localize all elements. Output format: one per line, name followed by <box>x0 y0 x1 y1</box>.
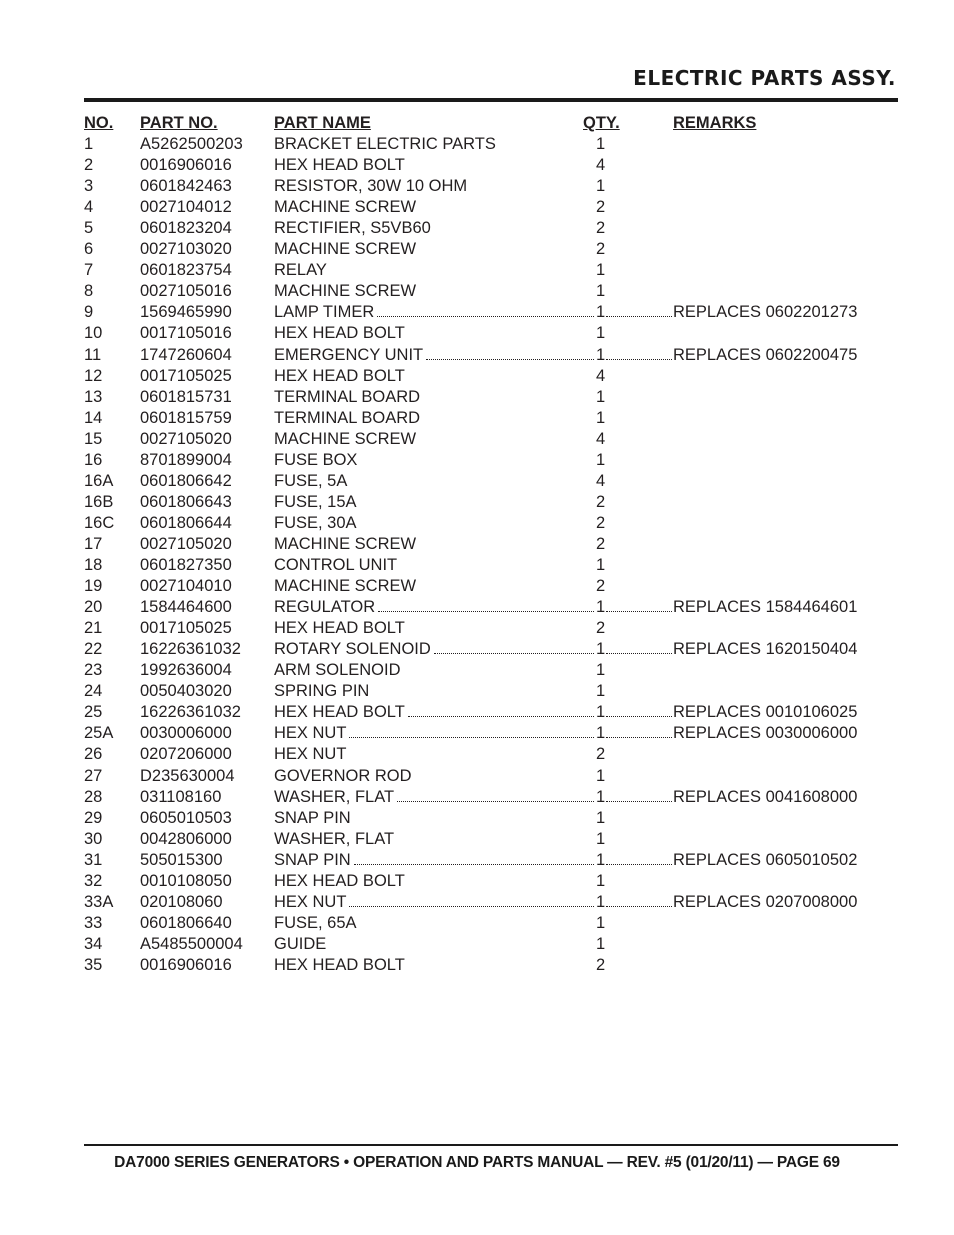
table-row <box>84 471 874 492</box>
row-part-name: RECTIFIER, S5VB60 <box>274 219 431 238</box>
row-part-no: 0601815731 <box>140 387 232 406</box>
row-qty: 1 <box>596 387 606 406</box>
table-row <box>84 134 874 155</box>
row-no: 9 <box>84 303 94 322</box>
row-part-name: FUSE, 30A <box>274 513 357 532</box>
row-remarks: REPLACES 0010106025 <box>673 703 858 722</box>
row-qty: 1 <box>596 892 606 911</box>
row-part-name: HEX NUT <box>274 892 347 911</box>
row-part-no: 0016906016 <box>140 156 232 175</box>
row-part-no: 0010108050 <box>140 871 232 890</box>
row-part-no: 0601806644 <box>140 513 232 532</box>
row-qty: 2 <box>596 198 606 217</box>
row-remarks: REPLACES 0602201273 <box>673 303 858 322</box>
row-part-no: 0027103020 <box>140 240 232 259</box>
row-part-name: EMERGENCY UNIT <box>274 345 424 364</box>
table-row <box>84 913 874 934</box>
row-part-no: 1569465990 <box>140 303 232 322</box>
row-qty: 1 <box>596 682 606 701</box>
row-part-name: FUSE BOX <box>274 450 358 469</box>
row-qty: 1 <box>596 913 606 932</box>
row-no: 25A <box>84 724 114 743</box>
table-row <box>84 892 874 913</box>
row-part-name: HEX HEAD BOLT <box>274 156 405 175</box>
leader-dots <box>606 864 672 865</box>
row-part-name: GUIDE <box>274 934 327 953</box>
table-row <box>84 429 874 450</box>
row-part-no: 0017105025 <box>140 366 232 385</box>
row-part-name: SPRING PIN <box>274 682 370 701</box>
row-no: 10 <box>84 324 103 343</box>
row-qty: 4 <box>596 156 606 175</box>
row-no: 13 <box>84 387 103 406</box>
table-row <box>84 260 874 281</box>
row-remarks: REPLACES 0041608000 <box>673 787 858 806</box>
row-no: 1 <box>84 135 94 153</box>
row-no: 33A <box>84 892 114 911</box>
table-row <box>84 302 874 323</box>
row-part-no: 0042806000 <box>140 829 232 848</box>
row-part-name: MACHINE SCREW <box>274 534 417 553</box>
row-no: 34 <box>84 934 103 953</box>
table-row <box>84 850 874 871</box>
leader-dots <box>349 906 594 907</box>
row-part-name: SNAP PIN <box>274 808 351 827</box>
table-row <box>84 576 874 597</box>
row-no: 32 <box>84 871 103 890</box>
table-row <box>84 681 874 702</box>
table-row <box>84 345 874 366</box>
leader-dots <box>606 737 672 738</box>
row-part-name: RESISTOR, 30W 10 OHM <box>274 177 468 196</box>
leader-dots <box>606 316 672 317</box>
table-row <box>84 787 874 808</box>
row-qty: 1 <box>596 703 606 722</box>
row-part-name: FUSE, 5A <box>274 471 348 490</box>
table-row <box>84 934 874 955</box>
row-no: 14 <box>84 408 103 427</box>
row-part-no: 0017105025 <box>140 619 232 638</box>
row-part-no: 16226361032 <box>140 703 241 722</box>
row-qty: 1 <box>596 303 606 322</box>
row-qty: 2 <box>596 513 606 532</box>
leader-dots <box>606 801 672 802</box>
leader-dots <box>378 611 594 612</box>
row-part-name: RELAY <box>274 261 327 280</box>
row-qty: 2 <box>596 492 606 511</box>
row-qty: 1 <box>596 324 606 343</box>
row-qty: 1 <box>596 345 606 364</box>
row-qty: 2 <box>596 577 606 596</box>
row-part-no: 0601806643 <box>140 492 232 511</box>
row-no: 25 <box>84 703 103 722</box>
row-remarks: REPLACES 0030006000 <box>673 724 858 743</box>
row-remarks: REPLACES 0207008000 <box>673 892 858 911</box>
row-part-no: 1584464600 <box>140 598 232 617</box>
row-part-name: HEX HEAD BOLT <box>274 619 405 638</box>
row-no: 8 <box>84 282 94 301</box>
row-no: 6 <box>84 240 94 259</box>
row-qty: 2 <box>596 240 606 259</box>
row-part-no: 0601827350 <box>140 556 232 574</box>
row-qty: 1 <box>596 640 606 659</box>
page-title: ELECTRIC PARTS ASSY. <box>633 66 896 90</box>
table-row <box>84 387 874 408</box>
row-remarks: REPLACES 0602200475 <box>673 345 858 364</box>
header-part-name: PART NAME <box>274 114 371 132</box>
row-part-no: A5262500203 <box>140 135 243 153</box>
table-row <box>84 955 874 976</box>
row-no: 17 <box>84 534 103 553</box>
row-part-name: LAMP TIMER <box>274 303 375 322</box>
row-no: 2 <box>84 156 94 175</box>
table-row <box>84 744 874 765</box>
table-row <box>84 534 874 555</box>
row-no: 16 <box>84 450 103 469</box>
table-row <box>84 808 874 829</box>
table-row <box>84 597 874 618</box>
row-no: 21 <box>84 619 103 638</box>
table-row <box>84 723 874 744</box>
row-part-name: SNAP PIN <box>274 850 351 869</box>
row-part-name: MACHINE SCREW <box>274 198 417 217</box>
table-row <box>84 281 874 302</box>
row-part-no: 0030006000 <box>140 724 232 743</box>
row-part-name: MACHINE SCREW <box>274 282 417 301</box>
row-part-no: 020108060 <box>140 892 223 911</box>
row-part-no: 8701899004 <box>140 450 232 469</box>
row-no: 33 <box>84 913 103 932</box>
table-row <box>84 176 874 197</box>
row-qty: 1 <box>596 261 606 280</box>
row-remarks: REPLACES 1620150404 <box>673 640 858 659</box>
row-no: 30 <box>84 829 103 848</box>
row-part-name: MACHINE SCREW <box>274 429 417 448</box>
row-no: 28 <box>84 787 103 806</box>
leader-dots <box>434 653 594 654</box>
row-no: 19 <box>84 577 103 596</box>
leader-dots <box>606 906 672 907</box>
table-row <box>84 618 874 639</box>
row-no: 11 <box>84 345 102 364</box>
row-qty: 1 <box>596 787 606 806</box>
row-part-no: 1747260604 <box>140 345 232 364</box>
row-part-name: CONTROL UNIT <box>274 556 398 574</box>
title-rule <box>84 98 898 102</box>
row-part-name: ROTARY SOLENOID <box>274 640 431 659</box>
row-part-no: 0027104012 <box>140 198 232 217</box>
row-part-name: FUSE, 65A <box>274 913 357 932</box>
table-row <box>84 660 874 681</box>
table-row <box>84 155 874 176</box>
row-part-no: 0601823204 <box>140 219 232 238</box>
row-qty: 2 <box>596 955 606 974</box>
row-part-no: 0027105016 <box>140 282 232 301</box>
row-part-no: 505015300 <box>140 850 223 869</box>
row-part-name: MACHINE SCREW <box>274 577 417 596</box>
row-part-no: 0050403020 <box>140 682 232 701</box>
row-part-name: GOVERNOR ROD <box>274 766 412 785</box>
row-no: 15 <box>84 429 103 448</box>
row-part-name: ARM SOLENOID <box>274 661 401 680</box>
row-no: 27 <box>84 766 103 785</box>
leader-dots <box>606 359 672 360</box>
leader-dots <box>408 716 594 717</box>
row-part-no: 0601806642 <box>140 471 232 490</box>
row-qty: 1 <box>596 766 606 785</box>
row-no: 16A <box>84 471 114 490</box>
table-header <box>84 113 874 134</box>
table-row <box>84 639 874 660</box>
leader-dots <box>354 864 594 865</box>
row-no: 26 <box>84 745 103 764</box>
row-part-no: 0601806640 <box>140 913 232 932</box>
row-qty: 1 <box>596 282 606 301</box>
row-no: 22 <box>84 640 103 659</box>
row-part-name: HEX HEAD BOLT <box>274 871 405 890</box>
row-no: 5 <box>84 219 94 238</box>
row-part-name: HEX HEAD BOLT <box>274 955 405 974</box>
row-qty: 2 <box>596 219 606 238</box>
leader-dots <box>377 316 594 317</box>
row-part-no: 1992636004 <box>140 661 232 680</box>
row-no: 7 <box>84 261 94 280</box>
row-no: 29 <box>84 808 103 827</box>
row-part-no: 0027105020 <box>140 534 232 553</box>
table-row <box>84 218 874 239</box>
table-row <box>84 829 874 850</box>
header-part-no: PART NO. <box>140 114 218 132</box>
row-no: 20 <box>84 598 103 617</box>
row-part-no: 0601842463 <box>140 177 232 196</box>
row-part-name: REGULATOR <box>274 598 376 617</box>
row-part-no: 0027104010 <box>140 577 232 596</box>
table-row <box>84 323 874 344</box>
leader-dots <box>606 716 672 717</box>
row-no: 18 <box>84 556 103 574</box>
row-part-no: 031108160 <box>140 787 222 806</box>
row-qty: 1 <box>596 556 606 574</box>
row-qty: 2 <box>596 619 606 638</box>
row-part-name: WASHER, FLAT <box>274 829 395 848</box>
leader-dots <box>349 737 594 738</box>
header-no: NO. <box>84 114 114 132</box>
table-row <box>84 555 874 576</box>
row-qty: 4 <box>596 366 606 385</box>
row-qty: 1 <box>596 408 606 427</box>
row-part-name: BRACKET ELECTRIC PARTS <box>274 135 496 153</box>
row-qty: 1 <box>596 450 606 469</box>
row-part-no: 0601815759 <box>140 408 232 427</box>
row-no: 24 <box>84 682 103 701</box>
row-qty: 1 <box>596 829 606 848</box>
leader-dots <box>606 611 672 612</box>
row-part-no: 16226361032 <box>140 640 241 659</box>
leader-dots <box>397 801 594 802</box>
row-qty: 1 <box>596 934 606 953</box>
row-no: 4 <box>84 198 94 217</box>
table-row <box>84 513 874 534</box>
table-row <box>84 408 874 429</box>
row-part-name: HEX HEAD BOLT <box>274 324 405 343</box>
row-remarks: REPLACES 0605010502 <box>673 850 858 869</box>
table-row <box>84 766 874 787</box>
row-remarks: REPLACES 1584464601 <box>673 598 858 617</box>
row-part-no: D235630004 <box>140 766 235 785</box>
table-row <box>84 197 874 218</box>
row-part-name: HEX NUT <box>274 724 347 743</box>
row-no: 16B <box>84 492 114 511</box>
row-no: 16C <box>84 513 115 532</box>
row-part-no: A5485500004 <box>140 934 243 953</box>
row-part-name: FUSE, 15A <box>274 492 357 511</box>
table-row <box>84 366 874 387</box>
row-no: 3 <box>84 177 94 196</box>
row-no: 31 <box>84 850 103 869</box>
row-part-no: 0017105016 <box>140 324 232 343</box>
row-part-name: HEX HEAD BOLT <box>274 366 405 385</box>
row-part-name: TERMINAL BOARD <box>274 408 421 427</box>
row-qty: 2 <box>596 745 606 764</box>
row-qty: 4 <box>596 429 606 448</box>
row-part-name: WASHER, FLAT <box>274 787 395 806</box>
table-row <box>84 702 874 723</box>
row-part-no: 0016906016 <box>140 955 232 974</box>
row-part-name: HEX HEAD BOLT <box>274 703 405 722</box>
row-qty: 1 <box>596 177 606 196</box>
table-row <box>84 450 874 471</box>
row-qty: 1 <box>596 598 606 617</box>
row-qty: 1 <box>596 661 606 680</box>
row-qty: 1 <box>596 871 606 890</box>
header-remarks: REMARKS <box>673 114 757 132</box>
row-qty: 1 <box>596 135 606 153</box>
row-qty: 4 <box>596 471 606 490</box>
row-no: 23 <box>84 661 103 680</box>
leader-dots <box>606 653 672 654</box>
table-row <box>84 871 874 892</box>
row-part-name: MACHINE SCREW <box>274 240 417 259</box>
table-row <box>84 239 874 260</box>
row-no: 35 <box>84 955 103 974</box>
table-row <box>84 492 874 513</box>
row-part-name: HEX NUT <box>274 745 347 764</box>
row-qty: 2 <box>596 534 606 553</box>
row-part-no: 0207206000 <box>140 745 232 764</box>
row-qty: 1 <box>596 850 606 869</box>
row-part-no: 0027105020 <box>140 429 232 448</box>
footer-rule <box>84 1144 898 1146</box>
page-footer: DA7000 SERIES GENERATORS • OPERATION AND PARTS MANUAL — REV. #5 (01/20/11) — PAGE 69 <box>114 1154 840 1171</box>
row-part-no: 0601823754 <box>140 261 232 280</box>
row-part-name: TERMINAL BOARD <box>274 387 421 406</box>
row-no: 12 <box>84 366 103 385</box>
row-part-no: 0605010503 <box>140 808 232 827</box>
leader-dots <box>426 359 594 360</box>
row-qty: 1 <box>596 724 606 743</box>
row-qty: 1 <box>596 808 606 827</box>
header-qty: QTY. <box>583 114 620 132</box>
